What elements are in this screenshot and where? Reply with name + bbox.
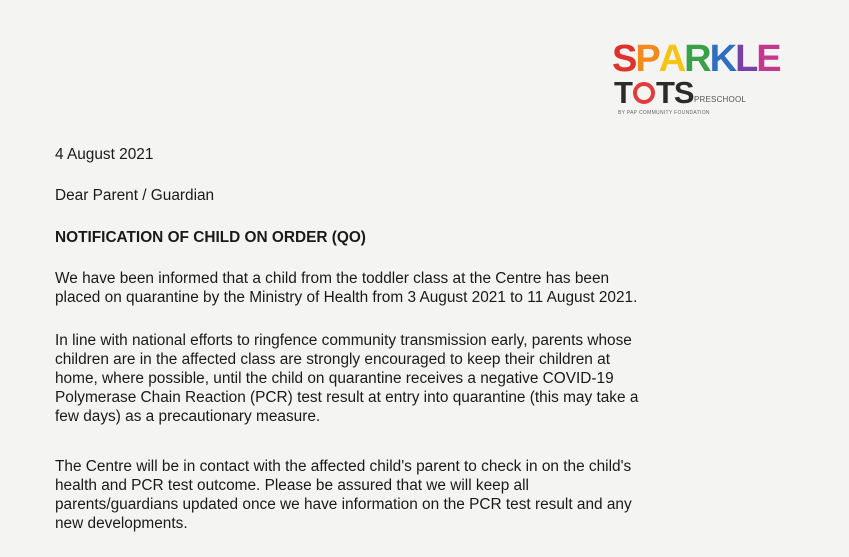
paragraph-line: new developments. [55,515,188,532]
logo-preschool: PRESCHOOL [694,95,747,104]
paragraph-line: Polymerase Chain Reaction (PCR) test result at entry into quarantine (this may take a [55,389,639,406]
letter-heading: NOTIFICATION OF CHILD ON ORDER (QO) [55,229,366,246]
paragraph-3 [55,457,755,533]
logo-word-sparkle: SPARKLE [612,38,780,80]
letter-date: 4 August 2021 [55,146,154,163]
paragraph-line: placed on quarantine by the Ministry of Health from 3 August 2021 to 11 August 2021. [55,289,638,306]
paragraph-1 [55,269,755,307]
logo-byline: BY PAP COMMUNITY FOUNDATION [618,110,710,116]
logo-word-tots: T TS [614,75,694,110]
paragraph-line: parents/guardians updated once we have information on the PCR test result and any [55,496,632,513]
paragraph-line: We have been informed that a child from the toddler class at the Centre has been [55,270,610,287]
paragraph-line: health and PCR test outcome. Please be assured that we will keep all [55,477,529,494]
paragraph-line: The Centre will be in contact with the affected child's parent to check in on the child's [55,458,632,475]
paragraph-line: In line with national efforts to ringfence community transmission early, parents whose [55,332,632,349]
paragraph-line: home, where possible, until the child on quarantine receives a negative COVID-19 [55,370,614,387]
sparkle-tots-logo [612,38,780,120]
paragraph-line: children are in the affected class are strongly encouraged to keep their children at [55,351,610,368]
letter-salutation: Dear Parent / Guardian [55,187,215,204]
paragraph-2 [55,331,755,426]
logo-ring-icon [633,82,655,104]
paragraph-line: few days) as a precautionary measure. [55,408,321,425]
